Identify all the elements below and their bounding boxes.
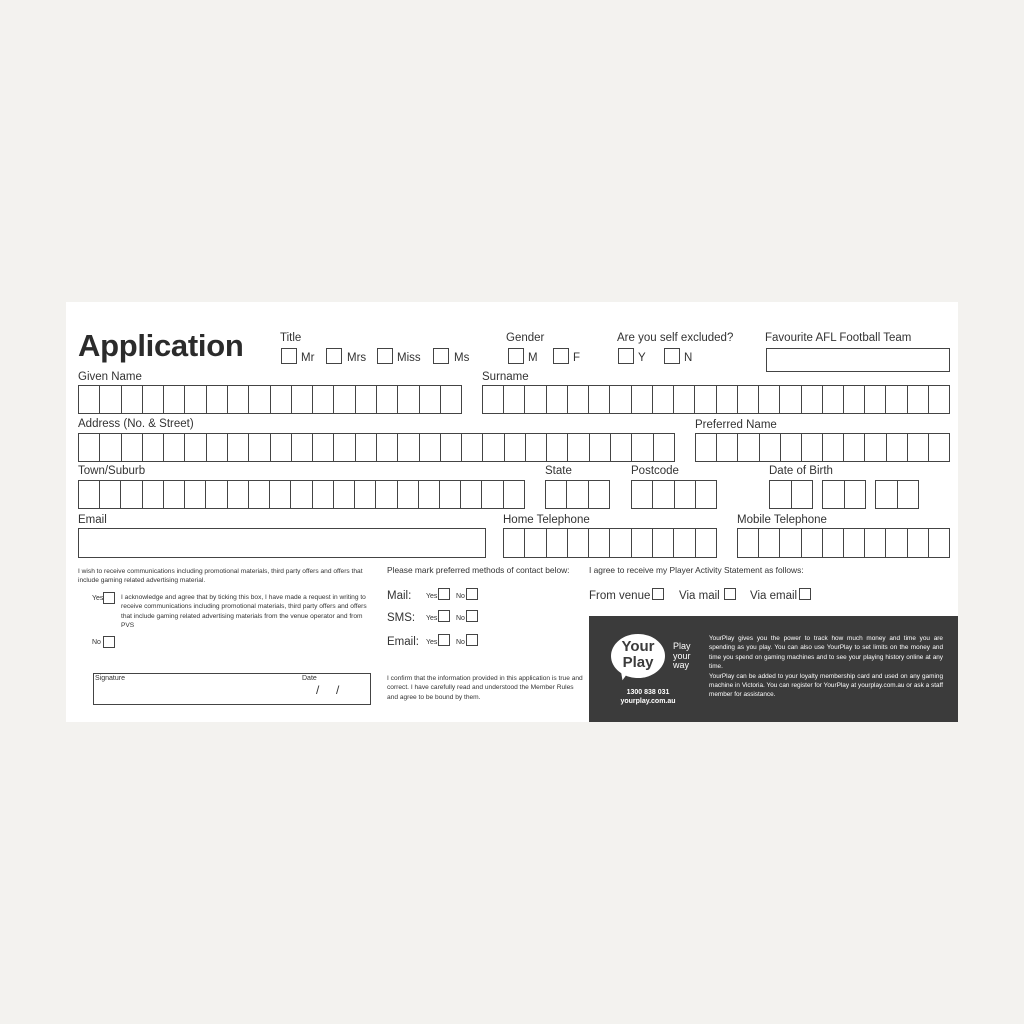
home-telephone-label: Home Telephone [503,514,590,526]
postcode-label: Postcode [631,465,679,477]
logo-line-2: Play [622,654,654,671]
yourplay-text-1: YourPlay gives you the power to track how much money and time you are spending as you play. You can also use YourPlay to set limits on the money and time you spend on gaming machines and to see your playing history online at any time. [709,635,943,671]
statement-heading: I agree to receive my Player Activity Statement as follows: [589,565,804,575]
contact-email-no-checkbox[interactable] [466,634,478,646]
town-label: Town/Suburb [78,465,146,477]
tagline-line-1: Play [673,641,691,651]
gender-f-label: F [573,352,581,364]
contact-methods-heading: Please mark preferred methods of contact below: [387,565,570,575]
dob-month-input[interactable] [822,480,866,509]
tagline-line-3: way [673,660,690,670]
home-telephone-input[interactable] [503,528,717,558]
yourplay-website: yourplay.com.au [620,698,676,705]
contact-sms-yes-checkbox[interactable] [438,610,450,622]
title-ms-label: Ms [454,352,470,364]
contact-mail-no-checkbox[interactable] [466,588,478,600]
title-label: Title [280,332,302,344]
statement-email-checkbox[interactable] [799,588,811,600]
yourplay-logo [618,639,658,671]
surname-label: Surname [482,371,529,383]
statement-mail-label: Via mail [679,590,720,602]
mobile-telephone-input[interactable] [737,528,950,558]
given-name-label: Given Name [78,371,142,383]
gender-m-label: M [528,352,538,364]
email-label: Email [78,514,107,526]
dob-day-input[interactable] [769,480,813,509]
preferred-name-input[interactable] [695,433,950,462]
yourplay-description [709,634,943,700]
statement-email-label: Via email [750,590,798,602]
title-mr-label: Mr [301,352,315,364]
contact-mail-yes-checkbox[interactable] [438,588,450,600]
date-separators: / / [316,683,340,697]
yourplay-contact [611,688,685,706]
comms-yes-label: Yes [92,595,104,602]
address-input[interactable] [78,433,675,462]
yourplay-text-2: YourPlay can be added to your loyalty membership card and used on any gaming machine in Victoria. You can register for YourPlay at yourplay.com.au or ask a staff member for assistance. [709,672,943,699]
contact-mail-label: Mail: [387,590,412,602]
application-form [66,302,958,722]
contact-email-label: Email: [387,636,419,648]
gender-f-checkbox[interactable] [553,348,569,364]
contact-sms-label: SMS: [387,612,416,624]
gender-m-checkbox[interactable] [508,348,524,364]
preferred-name-label: Preferred Name [695,419,777,431]
surname-input[interactable] [482,385,950,414]
statement-venue-label: From venue [589,590,651,602]
title-mrs-label: Mrs [347,352,367,364]
gender-label: Gender [506,332,545,344]
title-ms-checkbox[interactable] [433,348,449,364]
comms-no-checkbox[interactable] [103,636,115,648]
yourplay-panel [589,616,958,722]
afl-team-label: Favourite AFL Football Team [765,332,912,344]
contact-mail-no-label: No [456,593,465,600]
excluded-n-checkbox[interactable] [664,348,680,364]
form-heading: Application [78,328,244,363]
comms-yes-text: I acknowledge and agree that by ticking this box, I have made a request in writing to receive communications including promotional materials, third party offers and offers that include gaming related advertising materials from the venue operator and from PVS [121,594,367,630]
contact-sms-yes-label: Yes [426,615,438,622]
statement-mail-checkbox[interactable] [724,588,736,600]
title-mr-checkbox[interactable] [281,348,297,364]
title-miss-label: Miss [397,352,421,364]
town-input[interactable] [78,480,525,509]
comms-intro-text: I wish to receive communications including promotional materials, third party offers and offers that include gaming related advertising material. [78,568,363,585]
contact-email-no-label: No [456,639,465,646]
dob-year-input[interactable] [875,480,919,509]
contact-email-yes-label: Yes [426,639,438,646]
contact-sms-no-label: No [456,615,465,622]
title-mrs-checkbox[interactable] [326,348,342,364]
contact-mail-yes-label: Yes [426,593,438,600]
tagline-line-2: your [673,650,691,661]
date-label: Date [302,675,317,682]
comms-yes-checkbox[interactable] [103,592,115,604]
contact-sms-no-checkbox[interactable] [466,610,478,622]
dob-label: Date of Birth [769,465,833,477]
signature-label: Signature [95,675,125,682]
excluded-y-label: Y [638,352,646,364]
statement-venue-checkbox[interactable] [652,588,664,600]
comms-no-label: No [92,639,101,646]
excluded-n-label: N [684,352,693,364]
confirmation-text: I confirm that the information provided in this application is true and correct. I have carefully read and understood the Member Rules and agree to be bound by them. [387,675,583,701]
email-input[interactable] [78,528,486,558]
postcode-input[interactable] [631,480,717,509]
title-miss-checkbox[interactable] [377,348,393,364]
excluded-y-checkbox[interactable] [618,348,634,364]
address-label: Address (No. & Street) [78,418,194,430]
self-excluded-label: Are you self excluded? [617,332,734,344]
state-input[interactable] [545,480,610,509]
yourplay-phone: 1300 838 031 [626,689,670,696]
mobile-telephone-label: Mobile Telephone [737,514,827,526]
contact-email-yes-checkbox[interactable] [438,634,450,646]
logo-line-1: Your [621,638,655,655]
state-label: State [545,465,572,477]
given-name-input[interactable] [78,385,462,414]
afl-team-input[interactable] [766,348,950,372]
yourplay-tagline [673,642,691,671]
